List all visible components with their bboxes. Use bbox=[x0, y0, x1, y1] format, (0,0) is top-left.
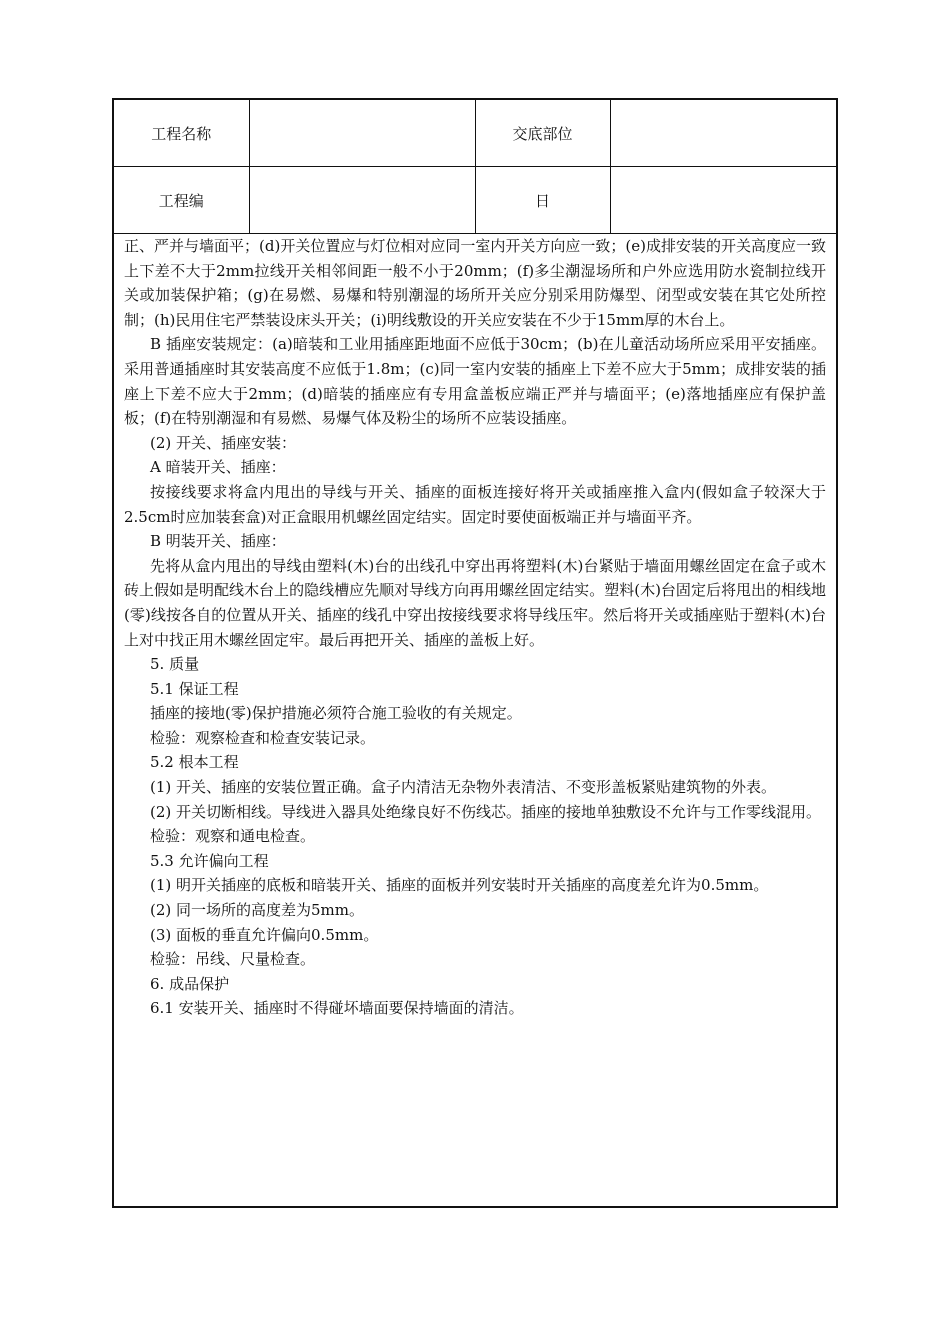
body-paragraph: 5.1 保证工程 bbox=[150, 679, 239, 698]
body-paragraph: A 暗装开关、插座： bbox=[150, 458, 286, 477]
disclosure-part-label: 交底部位 bbox=[475, 100, 610, 167]
body-paragraph: 检验：观察和通电检查。 bbox=[150, 827, 316, 846]
date-label: 日 bbox=[475, 167, 610, 234]
body-paragraph: (3) 面板的垂直允许偏向0.5mm。 bbox=[150, 925, 379, 944]
body-paragraph: 6. 成品保护 bbox=[150, 974, 230, 993]
body-paragraph: 按接线要求将盒内甩出的导线与开关、插座的面板连接好将开关或插座推入盒内(假如盒子较深大于2.5cm时应加装套盒)对正盒眼用机螺丝固定结实。固定时要使面板端正并与墙面平齐。 bbox=[124, 482, 826, 526]
body-paragraph: (2) 开关切断相线。导线进入器具处绝缘良好不伤线芯。插座的接地单独敷设不允许与工作零线混用。 bbox=[150, 802, 822, 821]
body-paragraph: 插座的接地(零)保护措施必须符合施工验收的有关规定。 bbox=[150, 704, 522, 723]
body-paragraph: 5.2 根本工程 bbox=[150, 753, 239, 772]
body-paragraph: B 插座安装规定：(a)暗装和工业用插座距地面不应低于30cm；(b)在儿童活动场所应采用平安插座。采用普通插座时其安装高度不应低于1.8m；(c)同一室内安装的插座上下差不应大于5mm；成排安装的插座上下差不应大于2mm；(d)暗装的插座应有专用盒盖板应端正严并与墙面平；(e)落地插座应有保护盖板；(f)在特别潮湿和有易燃、易爆气体及粉尘的场所不应装设插座。 bbox=[124, 335, 826, 428]
body-paragraph: 检验：吊线、尺量检查。 bbox=[150, 950, 316, 969]
header-row-2 bbox=[114, 167, 836, 234]
project-name-label: 工程名称 bbox=[114, 100, 249, 167]
project-no-label: 工程编 bbox=[114, 167, 249, 234]
header-table bbox=[114, 100, 836, 234]
header-row-1 bbox=[114, 100, 836, 167]
body-paragraph: 5.3 允许偏向工程 bbox=[150, 851, 269, 870]
body-paragraph: (1) 明开关插座的底板和暗装开关、插座的面板并列安装时开关插座的高度差允许为0.5mm。 bbox=[150, 876, 769, 895]
document-frame bbox=[112, 98, 838, 1208]
body-paragraph: (1) 开关、插座的安装位置正确。盒子内清洁无杂物外表清洁、不变形盖板紧贴建筑物的外表。 bbox=[150, 778, 777, 797]
body-paragraph: 5. 质量 bbox=[150, 655, 200, 674]
project-no-value bbox=[249, 167, 475, 234]
disclosure-part-value bbox=[610, 100, 836, 167]
project-name-value bbox=[249, 100, 475, 167]
body-paragraph: (2) 开关、插座安装： bbox=[150, 433, 297, 452]
body-paragraph: 6.1 安装开关、插座时不得碰坏墙面要保持墙面的清洁。 bbox=[150, 999, 524, 1018]
body-paragraph: 正、严并与墙面平；(d)开关位置应与灯位相对应同一室内开关方向应一致；(e)成排安装的开关高度应一致上下差不大于2mm拉线开关相邻间距一般不小于20mm；(f)多尘潮湿场所和户外应选用防水瓷制拉线开关或加装保护箱；(g)在易燃、易爆和特别潮湿的场所开关应分别采用防爆型、闭型或安装在其它处所控制；(h)民用住宅严禁装设床头开关；(i)明线敷设的开关应安装在不少于15mm厚的木台上。 bbox=[124, 237, 826, 329]
body-paragraph: (2) 同一场所的高度差为5mm。 bbox=[150, 901, 365, 920]
body-paragraph: B 明装开关、插座： bbox=[150, 532, 286, 551]
body-paragraph: 先将从盒内甩出的导线由塑料(木)台的出线孔中穿出再将塑料(木)台紧贴于墙面用螺丝固定在盒子或木砖上假如是明配线木台上的隐线槽应先顺对导线方向再用螺丝固定结实。塑料(木)台固定后将甩出的相线地(零)线按各自的位置从开关、插座的线孔中穿出按接线要求将导线压牢。然后将开关或插座贴于塑料(木)台上对中找正用木螺丝固定牢。最后再把开关、插座的盖板上好。 bbox=[124, 556, 826, 649]
body-paragraph: 检验：观察检查和检查安装记录。 bbox=[150, 728, 376, 747]
document-body bbox=[114, 234, 836, 1021]
date-value bbox=[610, 167, 836, 234]
